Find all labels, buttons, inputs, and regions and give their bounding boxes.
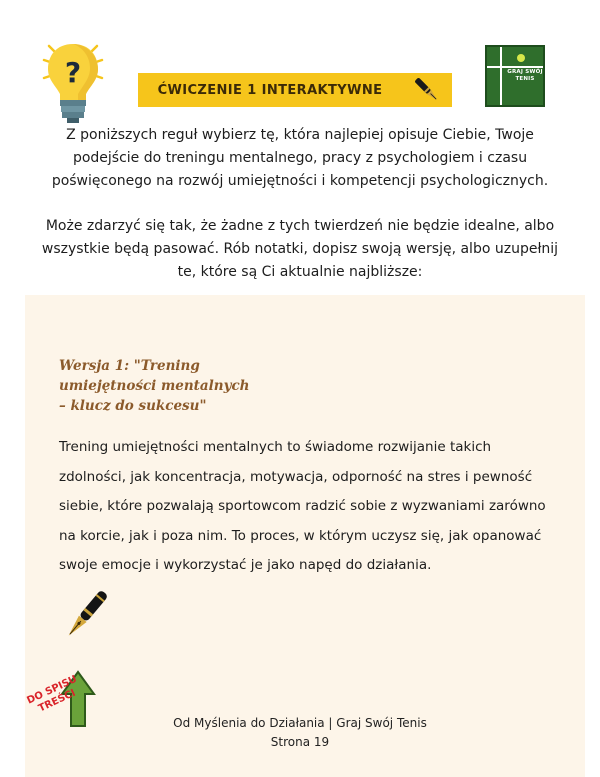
footer-title: Od Myślenia do Działania | Graj Swój Tenis [173, 716, 427, 730]
toc-link-label[interactable]: DO SPISU TREŚCI [25, 673, 79, 715]
svg-text:?: ? [64, 56, 82, 89]
page-number: Strona 19 [270, 735, 330, 749]
version-body: Trening umiejętności mentalnych to świadome rozwijanie takich zdolności, jak koncentracja, motywacja, odporność na stres i pewność siebie, które pozwalają sportowcom radzić sobie z wyzwaniami zarówno na korcie, jak i poza nim. To proces, w którym uczysz się, jak opanować swoje emocje i wykorzystać je jako napęd do działania. [59, 439, 546, 573]
banner-title: ĆWICZENIE 1 INTERAKTYWNE [157, 82, 383, 98]
version-title: Wersja 1: "Trening umiejętności mentalnych – klucz do sukcesu" [59, 358, 250, 414]
fountain-pen-icon [57, 586, 115, 644]
intro-paragraph-2: Może zdarzyć się tak, że żadne z tych twierdzeń nie będzie idealne, albo wszystkie będą pasować. Rób notatki, dopisz swoją wersję, albo uzupełnij te, które są Ci aktualnie najbliższe: [41, 218, 559, 280]
intro-paragraph-1: Z poniższych reguł wybierz tę, która najlepiej opisuje Ciebie, Twoje podejście do treningu mentalnego, pracy z psychologiem i czasu poświęconego na rozwój umiejętności i kompetencji psychologicznych. [51, 127, 549, 189]
fountain-pen-icon [412, 75, 442, 105]
exercise-banner [138, 73, 452, 107]
logo-text: GRAJ SWÓJ TENIS [507, 69, 543, 82]
lightbulb-question-icon [40, 38, 106, 126]
graj-swoj-tenis-logo [485, 45, 545, 107]
